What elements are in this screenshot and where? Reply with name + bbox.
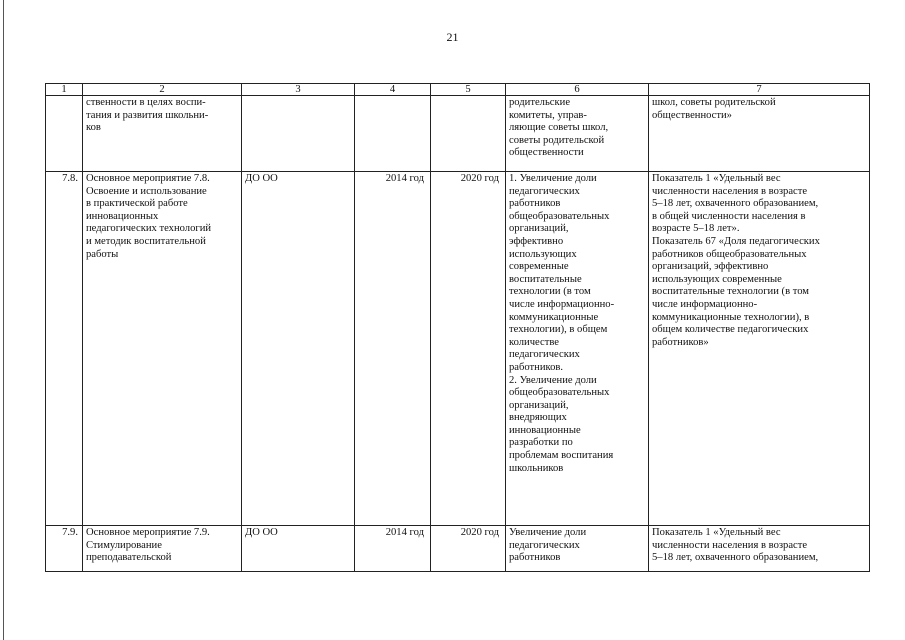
page-edge-line (3, 0, 4, 640)
column-number-cell: 2 (83, 84, 242, 96)
indicator-cell: школ, советы родительской общественности» (649, 96, 870, 172)
end-date-cell: 2020 год (431, 526, 506, 572)
page-number: 21 (446, 30, 459, 44)
row-number-cell: 7.8. (46, 172, 83, 526)
executor-cell (242, 96, 355, 172)
executor-cell: ДО ОО (242, 526, 355, 572)
table-row (46, 172, 870, 526)
end-date-cell: 2020 год (431, 172, 506, 526)
row-number-cell (46, 96, 83, 172)
end-date-cell (431, 96, 506, 172)
start-date-cell (355, 96, 431, 172)
column-number-cell: 1 (46, 84, 83, 96)
program-measures-table (45, 83, 870, 572)
row-number-cell: 7.9. (46, 526, 83, 572)
column-number-row (46, 84, 870, 96)
table-row (46, 526, 870, 572)
column-number-cell: 7 (649, 84, 870, 96)
expected-result-cell: Увеличение доли педагогических работников (506, 526, 649, 572)
table-row (46, 96, 870, 172)
indicator-cell: Показатель 1 «Удельный вес численности населения в возрасте 5–18 лет, охваченного образованием, в общей численности населения в возрасте 5–18 лет». Показатель 67 «Доля педагогических работников общеобразовательных организаций, эффективно использующих современные воспитательные технологии (в том числе информационно- коммуникационные технологии), в общем количестве педагогических работников» (649, 172, 870, 526)
event-cell: Основное мероприятие 7.8. Освоение и использование в практической работе инновационных педагогических технологий и методик воспитательной работы (83, 172, 242, 526)
indicator-cell: Показатель 1 «Удельный вес численности населения в возрасте 5–18 лет, охваченного образованием, (649, 526, 870, 572)
event-cell: Основное мероприятие 7.9. Стимулирование преподавательской (83, 526, 242, 572)
event-cell: ственности в целях воспи- тания и развития школьни- ков (83, 96, 242, 172)
column-number-cell: 6 (506, 84, 649, 96)
executor-cell: ДО ОО (242, 172, 355, 526)
expected-result-cell: родительские комитеты, управ- ляющие советы школ, советы родительской общественности (506, 96, 649, 172)
column-number-cell: 4 (355, 84, 431, 96)
start-date-cell: 2014 год (355, 526, 431, 572)
column-number-cell: 3 (242, 84, 355, 96)
column-number-cell: 5 (431, 84, 506, 96)
start-date-cell: 2014 год (355, 172, 431, 526)
expected-result-cell: 1. Увеличение доли педагогических работников общеобразовательных организаций, эффективно использующих современные воспитательные технологии (в том числе информационно- коммуникационные технологии), в общем количестве педагогических работников. 2. Увеличение доли общеобразовательных организаций, внедряющих инновационные разработки по проблемам воспитания школьников (506, 172, 649, 526)
